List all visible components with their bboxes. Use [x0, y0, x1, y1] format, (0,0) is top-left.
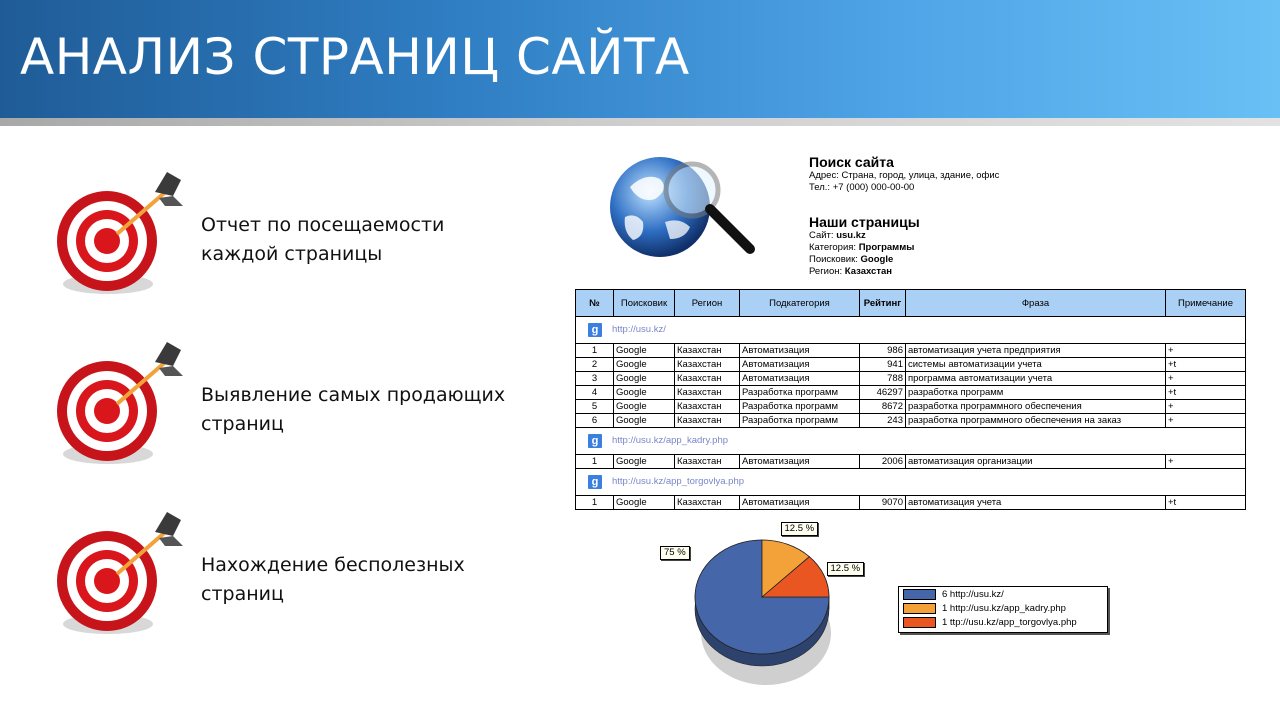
engine-value: Google: [860, 254, 894, 265]
google-icon: g: [588, 434, 602, 448]
legend-label: 1 ttp://usu.kz/app_torgovlya.php: [942, 616, 1077, 628]
table-cell: Казахстан: [675, 496, 740, 510]
group-url[interactable]: http://usu.kz/: [612, 324, 666, 335]
bullet-3-line2: страниц: [201, 583, 284, 605]
table-cell: 5: [576, 400, 614, 414]
category-label: Категория:: [809, 242, 859, 253]
table-cell: 243: [860, 414, 906, 428]
bullet-3-line1: Нахождение бесполезных: [201, 554, 465, 576]
table-cell: автоматизация учета предприятия: [906, 344, 1166, 358]
table-cell: 941: [860, 358, 906, 372]
engine-label: Поисковик:: [809, 254, 861, 265]
table-cell: Google: [614, 344, 675, 358]
bullet-2: [201, 381, 541, 439]
site-value: usu.kz: [836, 230, 866, 241]
table-cell: разработка программного обеспечения на заказ: [906, 414, 1166, 428]
table-cell: Казахстан: [675, 344, 740, 358]
table-cell: Google: [614, 400, 675, 414]
table-cell: 1: [576, 455, 614, 469]
table-cell: 6: [576, 414, 614, 428]
table-row: [576, 344, 1246, 358]
category-value: Программы: [858, 242, 915, 253]
table-cell: Google: [614, 358, 675, 372]
table-cell: +: [1166, 455, 1246, 469]
table-cell: системы автоматизации учета: [906, 358, 1166, 372]
legend-item: [899, 615, 1107, 629]
table-cell: 1: [576, 344, 614, 358]
table-cell: +t: [1166, 358, 1246, 372]
table-cell: Разработка программ: [740, 414, 860, 428]
header-divider: [0, 118, 1280, 126]
table-row: [576, 358, 1246, 372]
group-url[interactable]: http://usu.kz/app_torgovlya.php: [612, 476, 745, 487]
table-cell: Автоматизация: [740, 344, 860, 358]
table-cell: Google: [614, 372, 675, 386]
region-value: Казахстан: [844, 266, 892, 277]
table-cell: Казахстан: [675, 386, 740, 400]
legend-swatch: [903, 617, 936, 628]
pie-data-label: 12.5 %: [781, 522, 819, 536]
table-cell: +: [1166, 414, 1246, 428]
table-group-row: [576, 317, 1246, 344]
col-header: Подкатегория: [740, 290, 860, 317]
table-header-row: [576, 290, 1246, 317]
report-table: [575, 289, 1246, 510]
table-row: [576, 400, 1246, 414]
target-icon: [55, 336, 185, 471]
col-header: Фраза: [906, 290, 1166, 317]
table-cell: Казахстан: [675, 400, 740, 414]
table-cell: 8672: [860, 400, 906, 414]
pages-info: [809, 214, 920, 278]
table-cell: Google: [614, 386, 675, 400]
slide-title: АНАЛИЗ СТРАНИЦ САЙТА: [20, 28, 690, 86]
target-icon: [55, 506, 185, 641]
legend-swatch: [903, 589, 936, 600]
legend-item: [899, 587, 1107, 601]
globe-magnifier-icon: [610, 152, 760, 262]
table-row: [576, 386, 1246, 400]
col-header: Рейтинг: [860, 290, 906, 317]
table-cell: Автоматизация: [740, 496, 860, 510]
bullet-2-line1: Выявление самых продающих: [201, 384, 506, 406]
bullet-1-line2: каждой страницы: [201, 243, 383, 265]
table-cell: Разработка программ: [740, 400, 860, 414]
google-icon: g: [588, 323, 602, 337]
table-cell: 4: [576, 386, 614, 400]
table-cell: 9070: [860, 496, 906, 510]
table-cell: +: [1166, 372, 1246, 386]
legend-swatch: [903, 603, 936, 614]
table-row: [576, 496, 1246, 510]
target-icon: [55, 166, 185, 301]
table-cell: автоматизация учета: [906, 496, 1166, 510]
table-row: [576, 414, 1246, 428]
table-cell: 2: [576, 358, 614, 372]
bullet-1-line1: Отчет по посещаемости: [201, 214, 445, 236]
table-cell: автоматизация организации: [906, 455, 1166, 469]
table-cell: +: [1166, 344, 1246, 358]
table-cell: Казахстан: [675, 455, 740, 469]
table-cell: 46297: [860, 386, 906, 400]
table-cell: программа автоматизации учета: [906, 372, 1166, 386]
pages-heading: Наши страницы: [809, 214, 920, 230]
col-header: Регион: [675, 290, 740, 317]
table-row: [576, 455, 1246, 469]
chart-legend: [898, 586, 1108, 633]
table-cell: Google: [614, 455, 675, 469]
table-cell: +t: [1166, 496, 1246, 510]
table-cell: Автоматизация: [740, 372, 860, 386]
site-heading: Поиск сайта: [809, 154, 894, 170]
col-header: Поисковик: [614, 290, 675, 317]
group-url[interactable]: http://usu.kz/app_kadry.php: [612, 435, 729, 446]
site-phone: Тел.: +7 (000) 000-00-00: [809, 182, 915, 193]
site-address: Адрес: Страна, город, улица, здание, офис: [809, 170, 1000, 181]
google-icon: g: [588, 475, 602, 489]
table-group-row: [576, 428, 1246, 455]
table-cell: 1: [576, 496, 614, 510]
table-cell: разработка программ: [906, 386, 1166, 400]
pie-data-label: 12.5 %: [827, 562, 865, 576]
table-cell: Google: [614, 414, 675, 428]
legend-label: 6 http://usu.kz/: [942, 588, 1004, 600]
table-cell: Казахстан: [675, 372, 740, 386]
table-row: [576, 372, 1246, 386]
pie-data-label: 75 %: [660, 546, 690, 560]
table-cell: 3: [576, 372, 614, 386]
legend-item: [899, 601, 1107, 615]
pie-chart: [672, 535, 882, 695]
bullet-1: [201, 211, 541, 269]
legend-label: 1 http://usu.kz/app_kadry.php: [942, 602, 1066, 614]
table-cell: +t: [1166, 386, 1246, 400]
table-cell: Автоматизация: [740, 455, 860, 469]
table-cell: Казахстан: [675, 414, 740, 428]
table-cell: 2006: [860, 455, 906, 469]
table-cell: 788: [860, 372, 906, 386]
col-header: №: [576, 290, 614, 317]
table-cell: 986: [860, 344, 906, 358]
table-cell: разработка программного обеспечения: [906, 400, 1166, 414]
region-label: Регион:: [809, 266, 845, 277]
table-cell: +: [1166, 400, 1246, 414]
site-label: Сайт:: [809, 230, 837, 241]
bullet-3: [201, 551, 541, 609]
table-cell: Google: [614, 496, 675, 510]
table-group-row: [576, 469, 1246, 496]
table-cell: Казахстан: [675, 358, 740, 372]
table-cell: Автоматизация: [740, 358, 860, 372]
site-info: [809, 154, 999, 194]
col-header: Примечание: [1166, 290, 1246, 317]
table-cell: Разработка программ: [740, 386, 860, 400]
bullet-2-line2: страниц: [201, 413, 284, 435]
